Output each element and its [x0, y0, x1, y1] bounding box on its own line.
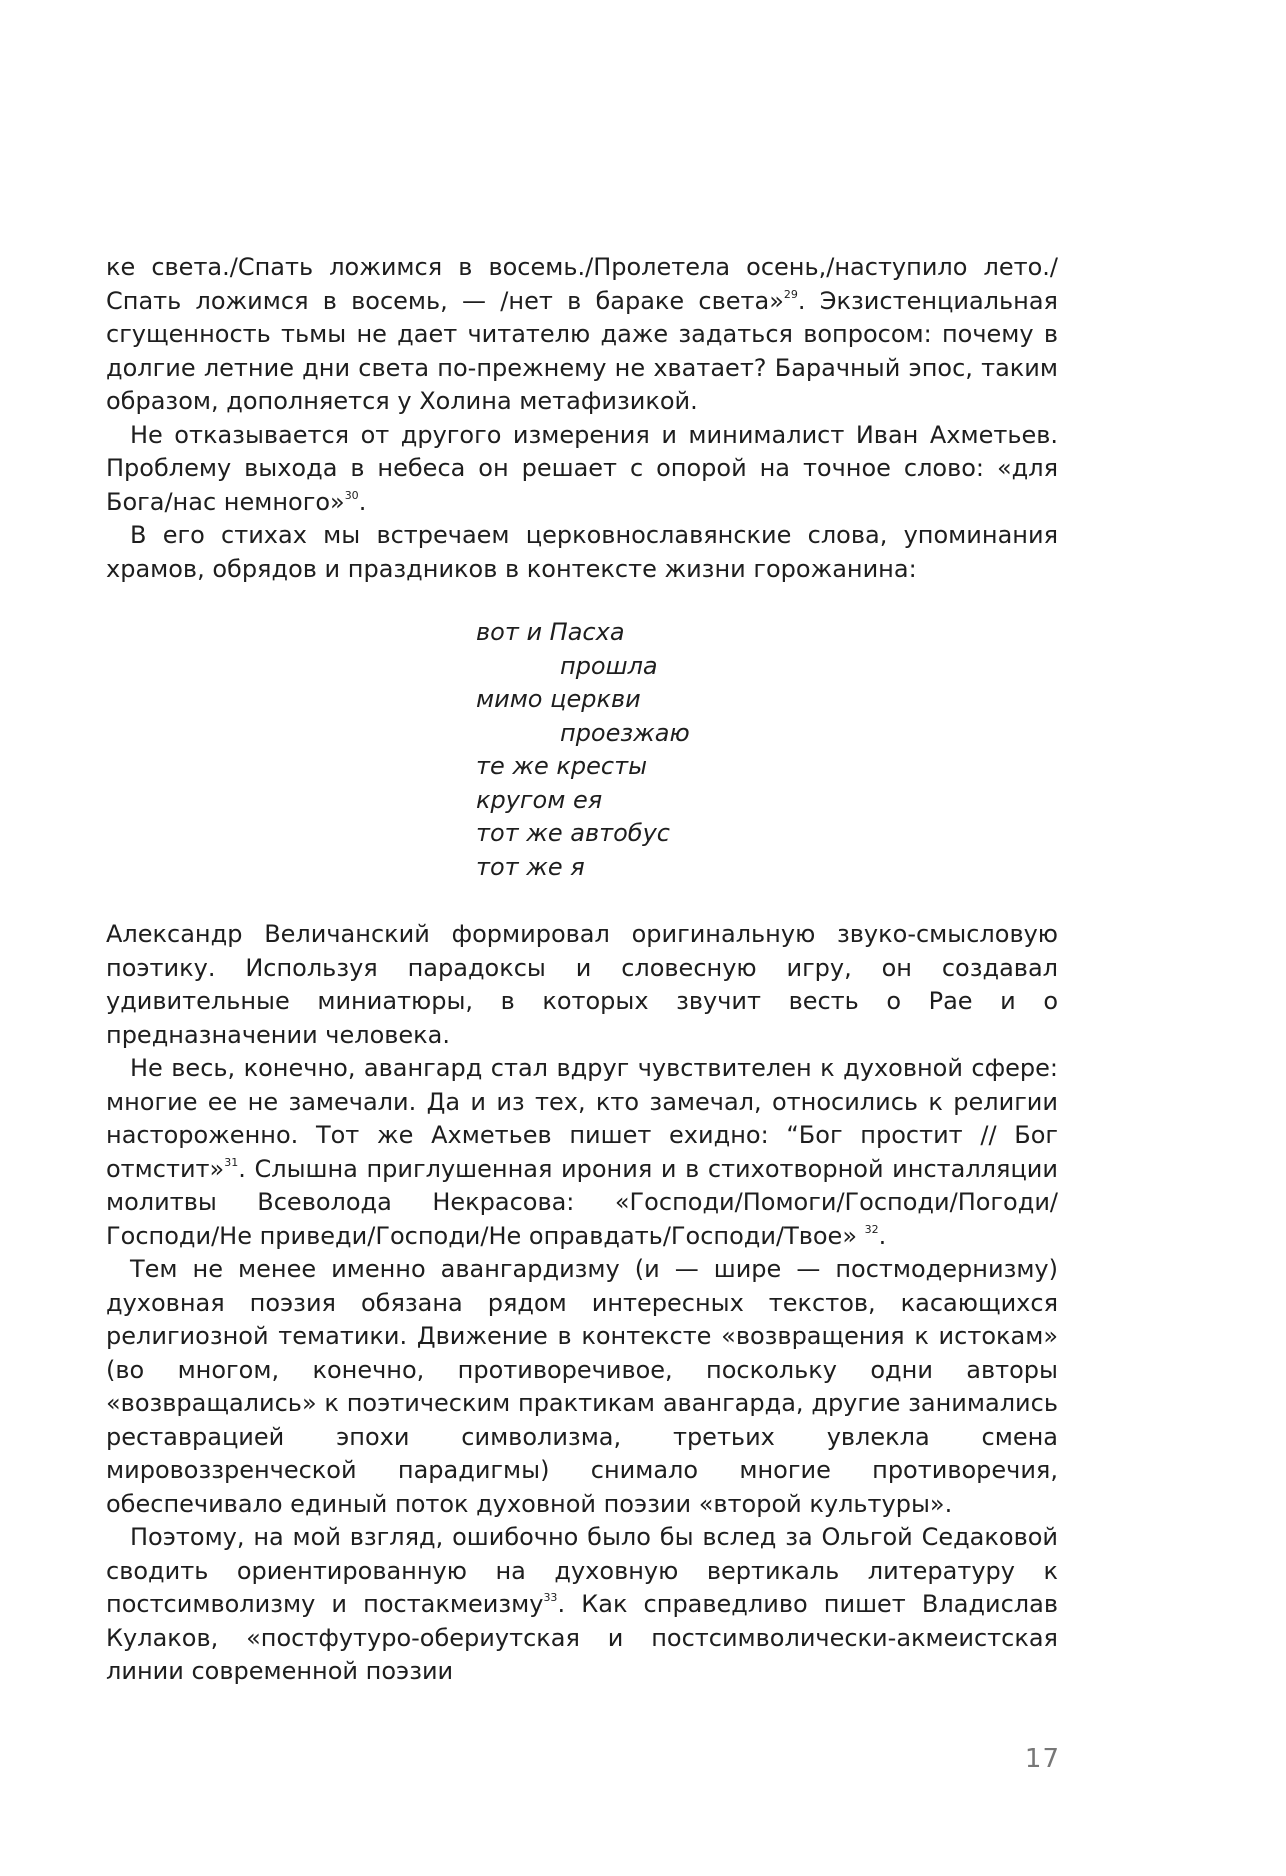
paragraph-text: Не отказывается от другого измерения и минималист Иван Ахметьев. Проблему выхода в небеса он решает с опорой на точное слово: «для Бога/нас немного» [106, 420, 1058, 516]
text-block-bottom [106, 918, 1058, 1689]
poem-line: тот же я [476, 852, 585, 881]
paragraph-text: Александр Величанский формировал оригинальную звуко-смысловую поэтику. Используя парадоксы и словесную игру, он создавал удивительные миниатюры, в которых звучит весть о Рае и о предназначении человека. [106, 920, 1058, 1049]
poem-line: тот же автобус [476, 819, 671, 847]
paragraph-text: . Слышна приглушенная ирония и в стихотворной инсталляции молитвы Всеволода Некрасова: «Господи/Помоги/Господи/Погоди/Господи/Не приведи/Господи/Не оправдать/Господи/Твое» [106, 1154, 1058, 1250]
paragraph-3 [106, 519, 1058, 586]
footnote-ref-30[interactable]: 30 [344, 488, 359, 502]
paragraph-text: . Как справедливо пишет Владислав Кулаков, «постфутуро-обериутская и постсимволически-акмеистская линии современной поэзии [106, 1590, 1058, 1685]
paragraph-text: В его стихах мы встречаем церковнославянские слова, упоминания храмов, обрядов и праздников в контексте жизни горожанина: [106, 521, 1058, 583]
paragraph-1 [106, 251, 1058, 419]
page-number: 17 [1024, 1744, 1060, 1774]
footnote-ref-29[interactable]: 29 [783, 287, 798, 301]
paragraph-4 [106, 918, 1058, 1052]
footnote-ref-32[interactable]: 32 [864, 1222, 879, 1236]
paragraph-5: Не весь, конечно, авангард стал вдруг чувствителен к духовной сфере: многие ее не замечали. Да и из тех, кто замечал, относились к религии настороженно. Тот же Ахметьев пишет ехидно: “Бог простит // Бог отмстит»$^{31}$. Слышна приглушенная ирония и в стихотворной инсталляции молитвы Всеволода Некрасова: «Господи/Помоги/Господи/Погоди/Господи/Не приведи/Господи/Не оправдать/Господи/Твое» $^{32}$. [106, 1054, 1058, 1250]
footnote-ref-33[interactable]: 33 [543, 1591, 558, 1604]
paragraph-text: Тем не менее именно авангардизму (и — шире — постмодернизму) духовная поэзия обязана рядом интересных текстов, касающихся религиозной тематики. Движение в контексте «возвращения к истокам» (во многом, конечно, противоречивое, поскольку одни авторы «возвращались» к поэтическим практикам авангарда, другие занимались реставрацией эпохи символизма, третьих увлекла смена мировоззренческой парадигмы) снимало многие противоречия, обеспечивало единый поток духовной поэзии «второй культуры». [106, 1255, 1058, 1518]
poem-line: те же кресты [476, 752, 648, 780]
paragraph-text: . Экзистенциальная сгущенность тьмы не дает читателю даже задаться вопросом: почему в долгие летние дни света по-прежнему не хватает? Барачный эпос, таким образом, дополняется у Холина метафизикой. [106, 286, 1058, 415]
paragraph-6 [106, 1253, 1058, 1521]
poem-line: проезжаю [560, 718, 690, 747]
text-block-top [106, 251, 1058, 586]
poem-line: прошла [560, 651, 658, 680]
poem-line: вот и Пасха [476, 618, 625, 646]
paragraph-2 [106, 419, 1058, 520]
paragraph-text: Поэтому, на мой взгляд, ошибочно было бы вслед за Ольгой Седаковой сводить ориентированную на духовную вертикаль литературу к постсимволизму и постакмеизму [106, 1523, 1058, 1618]
poem-line: кругом ея [476, 785, 603, 814]
paragraph-text: . [358, 487, 367, 516]
paragraph-7 [106, 1521, 1058, 1689]
paragraph-text: ке света./Спать ложимся в восемь./Пролетела осень,/наступило лето./Спать ложимся в восемь, — /нет в бараке света» [106, 253, 1058, 315]
poem [476, 616, 690, 884]
poem-line: мимо церкви [476, 685, 641, 713]
paragraph-text: Не весь, конечно, авангард стал вдруг чувствителен к духовной сфере: многие ее не замечали. Да и из тех, кто замечал, относились к религии настороженно. Тот же Ахметьев пишет ехидно: “Бог простит // Бог отмстит» [106, 1054, 1058, 1183]
footnote-ref-31[interactable]: 31 [224, 1155, 239, 1169]
